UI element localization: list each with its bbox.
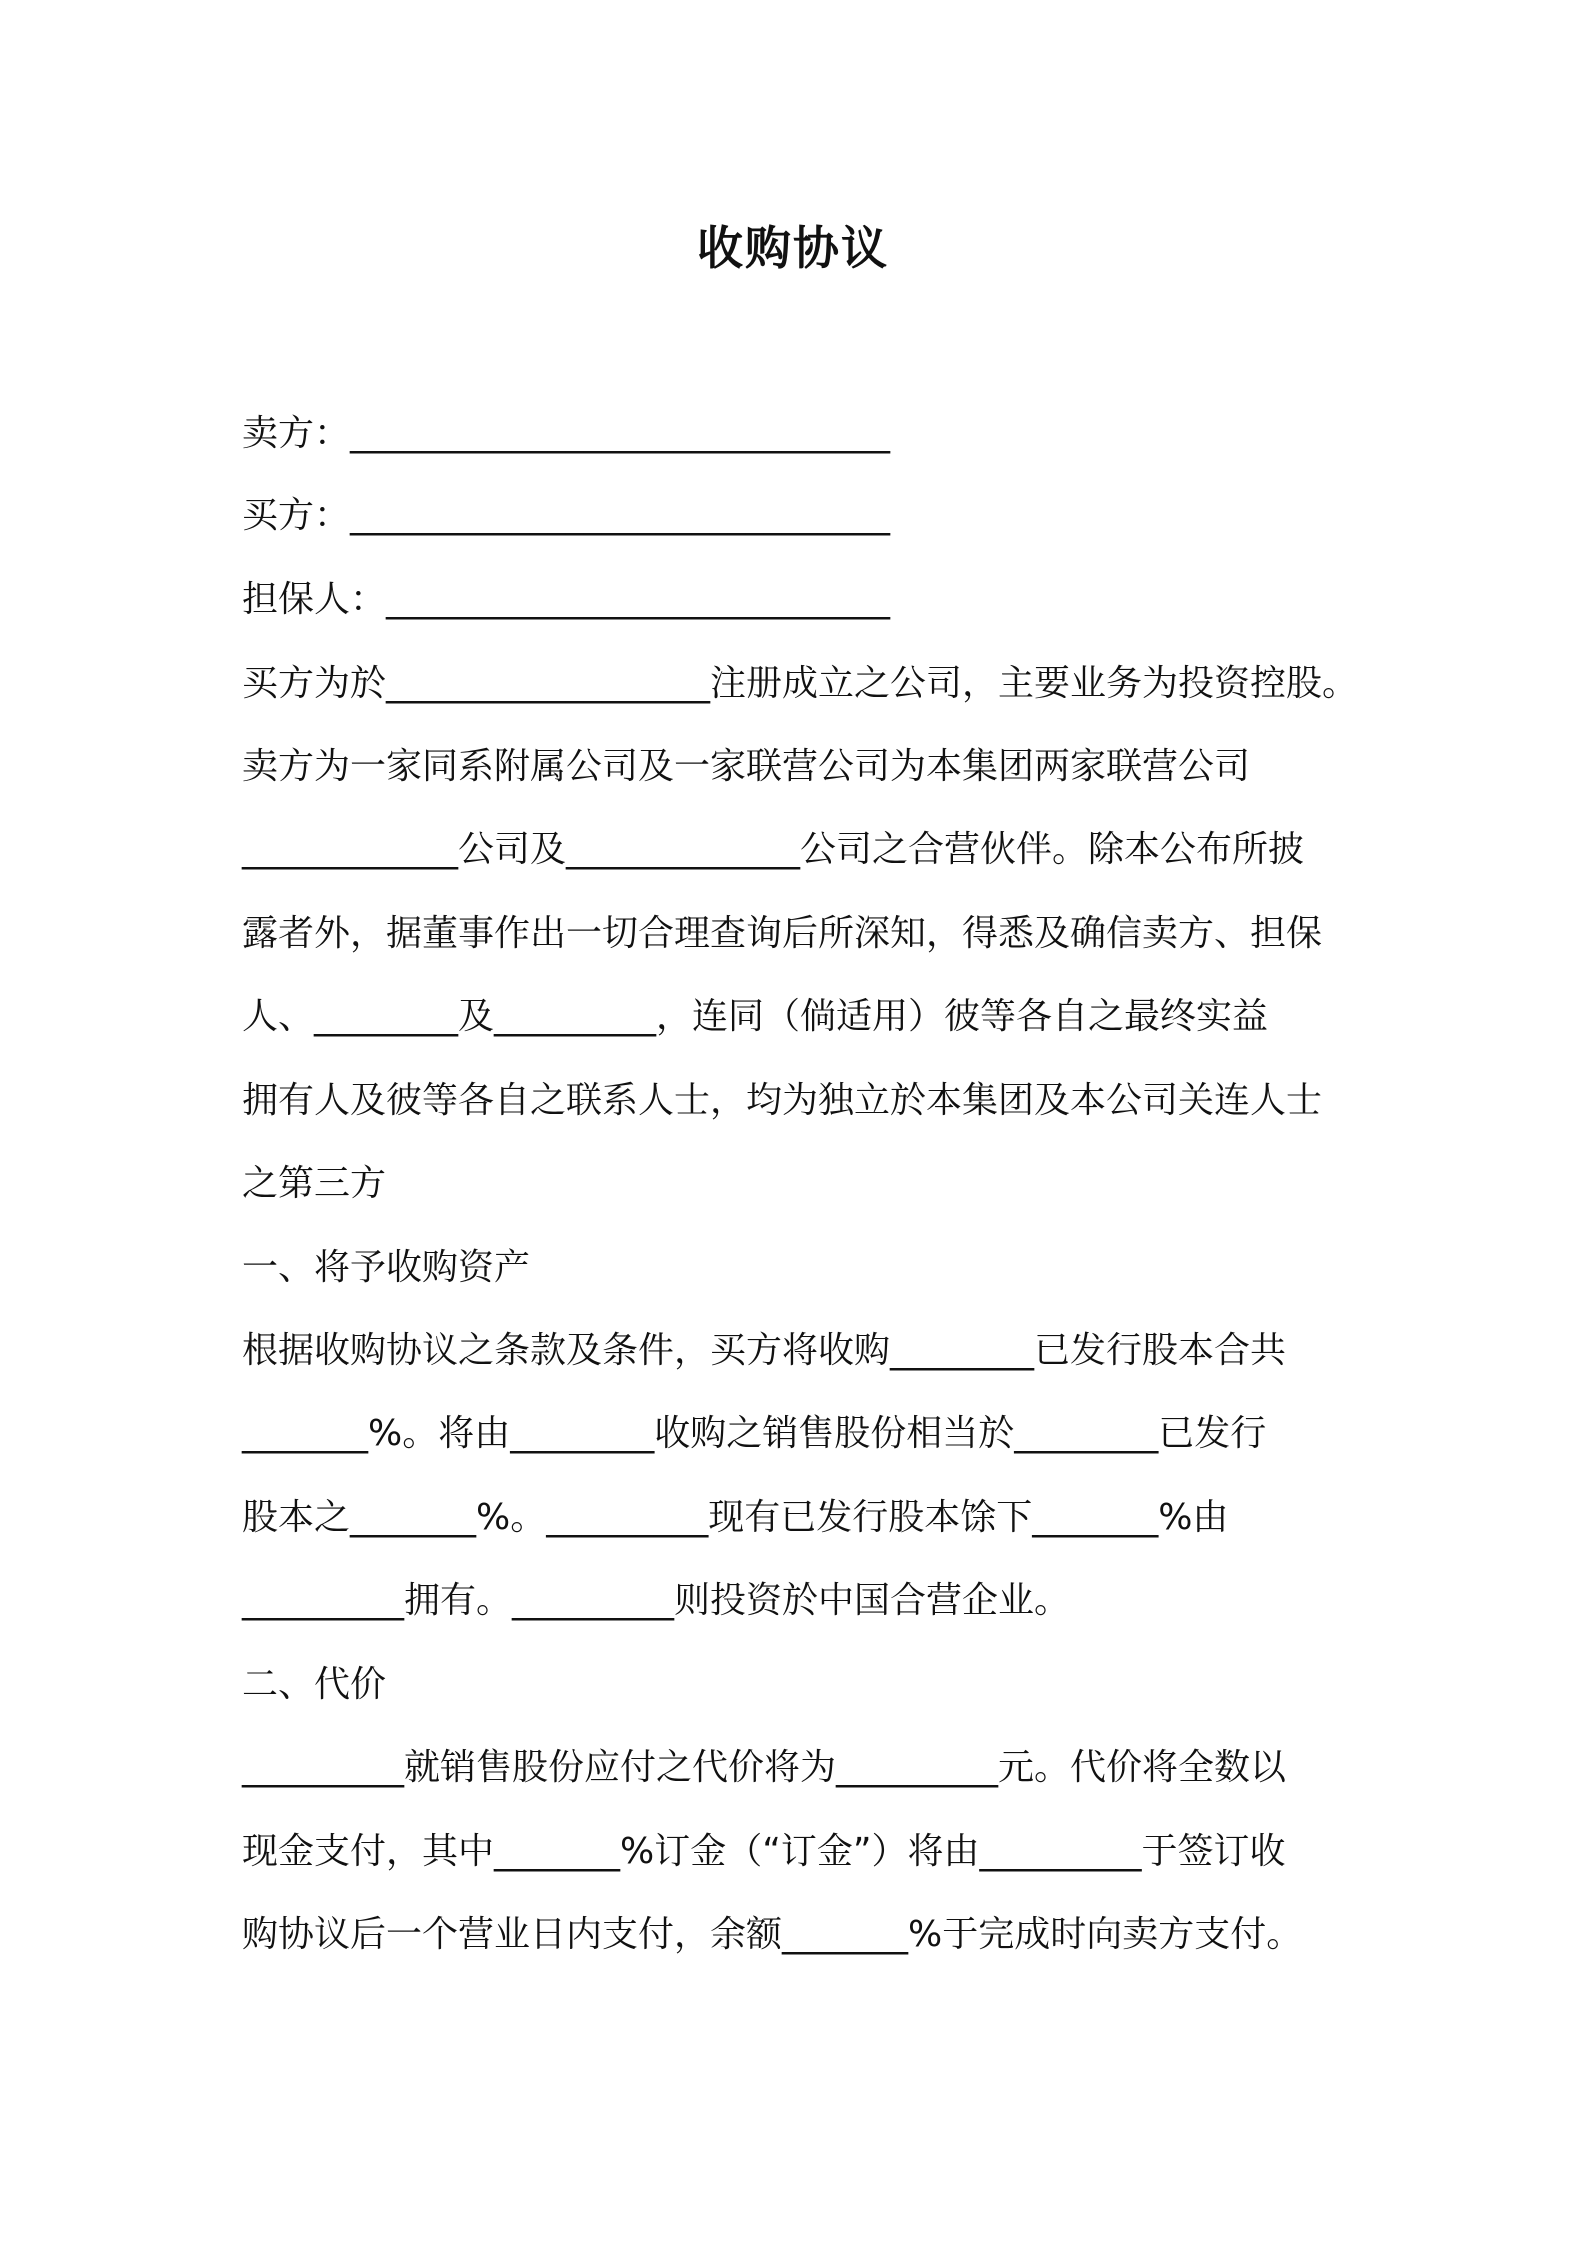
paragraph-line: 现金支付，其中_______%订金（“订金”）将由_________于签订收 bbox=[242, 1831, 1286, 1872]
section-heading-assets: 一、将予收购资产 bbox=[242, 1247, 531, 1288]
paragraph-line: 拥有人及彼等各自之联系人士，均为独立於本集团及本公司关连人士 bbox=[242, 1080, 1323, 1121]
paragraph-line: 买方为於__________________注册成立之公司，主要业务为投资控股。 bbox=[242, 663, 1359, 704]
seller-field-line: 卖方：______________________________ bbox=[242, 413, 891, 454]
paragraph-line: 股本之_______%。_________现有已发行股本馀下_______%由 bbox=[242, 1497, 1229, 1538]
paragraph-line: 之第三方 bbox=[242, 1163, 387, 1204]
paragraph-line: 根据收购协议之条款及条件，买方将收购________已发行股本合共 bbox=[242, 1330, 1287, 1371]
paragraph-line: _______%。将由________收购之销售股份相当於________已发行 bbox=[242, 1413, 1267, 1454]
paragraph-line: 卖方为一家同系附属公司及一家联营公司为本集团两家联营公司 bbox=[242, 746, 1251, 787]
paragraph-line: 露者外，据董事作出一切合理查询后所深知，得悉及确信卖方、担保 bbox=[242, 913, 1323, 954]
guarantor-field-line: 担保人：____________________________ bbox=[242, 579, 891, 620]
paragraph-line: _________就销售股份应付之代价将为_________元。代价将全数以 bbox=[242, 1747, 1287, 1788]
document-title: 收购协议 bbox=[697, 221, 889, 275]
paragraph-line: ____________公司及_____________公司之合营伙伴。除本公布所披 bbox=[242, 829, 1305, 870]
buyer-field-line: 买方：______________________________ bbox=[242, 495, 891, 536]
paragraph-line: _________拥有。_________则投资於中国合营企业。 bbox=[242, 1580, 1071, 1621]
paragraph-line: 购协议后一个营业日内支付，余额_______%于完成时向卖方支付。 bbox=[242, 1914, 1303, 1955]
paragraph-line: 人、________及_________，连同（倘适用）彼等各自之最终实益 bbox=[242, 996, 1269, 1037]
section-heading-consideration: 二、代价 bbox=[242, 1664, 387, 1705]
